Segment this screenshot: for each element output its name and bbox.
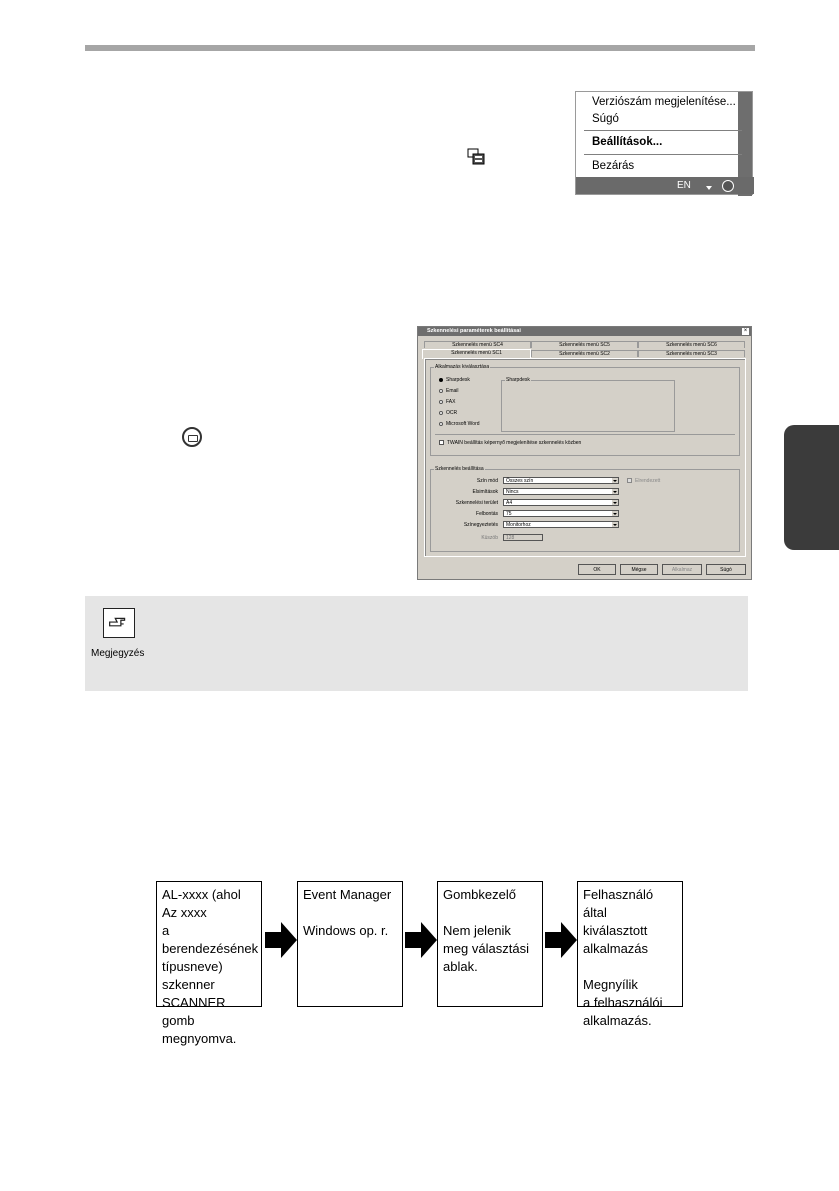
flow-arrow-icon <box>545 922 577 958</box>
app-description-box <box>501 377 675 432</box>
tab-sc5[interactable]: Szkennelés menü SC5 <box>531 341 638 348</box>
chevron-down-icon <box>612 489 618 494</box>
pointing-hand-icon <box>103 608 135 638</box>
field-label: Elsimítások <box>472 489 498 495</box>
radio-label: OCR <box>446 410 458 416</box>
dialog-title: Szkennelési paraméterek beállításai <box>418 327 751 336</box>
radio-label: FAX <box>446 399 456 405</box>
flow-step-scanner: AL-xxxx (ahol Az xxxx a berendezésének típusneve) szkenner SCANNER gomb megnyomva. <box>156 881 262 1007</box>
resolution-select[interactable] <box>503 510 619 517</box>
ok-button[interactable]: OK <box>578 564 616 575</box>
radio-label: Email <box>446 388 459 394</box>
tab-sc6[interactable]: Szkennelés menü SC6 <box>638 341 745 348</box>
language-indicator[interactable]: EN <box>677 180 691 191</box>
radio-dot-icon <box>439 378 443 382</box>
radio-dot-icon <box>439 389 443 393</box>
radio-dot-icon <box>439 400 443 404</box>
tray-context-menu <box>575 91 753 195</box>
radio-ocr[interactable] <box>439 410 457 416</box>
chevron-down-icon <box>612 511 618 516</box>
menu-separator <box>584 154 742 155</box>
field-label: Küszöb <box>481 535 498 541</box>
tab-sc4[interactable]: Szkennelés menü SC4 <box>424 341 531 348</box>
menu-item-close[interactable]: Bezárás <box>592 160 635 172</box>
checkbox-icon <box>439 440 444 445</box>
menu-item-help[interactable]: Súgó <box>592 113 619 125</box>
twain-checkbox[interactable] <box>439 440 581 446</box>
field-label: Színegyeztetés <box>463 522 498 528</box>
divider <box>435 434 735 435</box>
scan-area-select[interactable] <box>503 499 619 506</box>
select-value: A4 <box>506 500 513 506</box>
field-label: Szín mód <box>476 478 498 484</box>
cancel-button[interactable]: Mégse <box>620 564 658 575</box>
menu-separator <box>584 130 742 131</box>
select-value: 75 <box>506 511 512 517</box>
help-button[interactable]: Súgó <box>706 564 746 575</box>
note-label: Megjegyzés <box>91 648 145 659</box>
tray-circle-icon[interactable] <box>722 180 734 192</box>
radio-dot-icon <box>439 411 443 415</box>
checkbox-label: Elrendezett <box>635 478 661 484</box>
tab-sc1[interactable]: Szkennelés menü SC1 <box>422 349 531 359</box>
threshold-input[interactable]: 128 <box>503 534 543 541</box>
radio-word[interactable] <box>439 421 480 427</box>
note-box <box>85 596 748 691</box>
apply-button[interactable]: Alkalmaz <box>662 564 702 575</box>
radio-dot-icon <box>439 422 443 426</box>
header-rule <box>85 45 755 51</box>
color-mode-select[interactable] <box>503 477 619 484</box>
select-value: Nincs <box>506 489 519 495</box>
chevron-down-icon <box>612 478 618 483</box>
flow-step-event-manager: Event Manager Windows op. r. <box>297 881 403 1007</box>
menu-item-settings[interactable]: Beállítások... <box>592 136 663 148</box>
menu-item-version[interactable]: Verziószám megjelenítése... <box>592 96 736 108</box>
field-label: Szkennelési terület <box>455 500 498 506</box>
radio-label: Sharpdesk <box>446 377 470 383</box>
flow-step-user-app: Felhasználó által kiválasztott alkalmazás Megnyílik a felhasználói alkalmazás. <box>577 881 683 1007</box>
close-icon[interactable]: × <box>743 328 748 334</box>
group-title: Szkennelés beállítása <box>435 466 484 472</box>
radio-fax[interactable] <box>439 399 455 405</box>
checkbox-icon <box>627 478 632 483</box>
flow-step-button-manager: Gombkezelő Nem jelenik meg választási ablak. <box>437 881 543 1007</box>
select-value: Monitorhoz <box>506 522 531 528</box>
tab-panel <box>424 358 746 557</box>
tab-sc3[interactable]: Szkennelés menü SC3 <box>638 350 745 357</box>
button-manager-icon <box>467 148 485 165</box>
app-box-title: Sharpdesk <box>506 377 530 383</box>
group-title: Alkalmazás kiválasztása <box>435 364 490 370</box>
checkbox-label: TWAIN beállítás képernyő megjelenítése szkennelés közben <box>447 440 582 446</box>
app-select-group <box>430 364 740 456</box>
scanner-button-icon <box>182 427 202 447</box>
tray-arrow-icon[interactable] <box>706 186 712 190</box>
radio-label: Microsoft Word <box>446 421 480 427</box>
field-label: Felbontás <box>476 511 498 517</box>
flow-arrow-icon <box>405 922 437 958</box>
radio-email[interactable] <box>439 388 459 394</box>
taskbar <box>576 177 754 194</box>
tab-sc2[interactable]: Szkennelés menü SC2 <box>531 350 638 357</box>
scan-settings-dialog <box>417 326 752 580</box>
chevron-down-icon <box>612 522 618 527</box>
chevron-down-icon <box>612 500 618 505</box>
color-matching-select[interactable] <box>503 521 619 528</box>
section-tab <box>784 425 839 550</box>
radio-sharpdesk[interactable] <box>439 377 470 383</box>
scan-settings-group <box>430 466 740 552</box>
select-value: Összes szín <box>506 478 534 484</box>
flow-arrow-icon <box>265 922 297 958</box>
smoothing-select[interactable] <box>503 488 619 495</box>
arranged-checkbox[interactable] <box>627 478 660 484</box>
